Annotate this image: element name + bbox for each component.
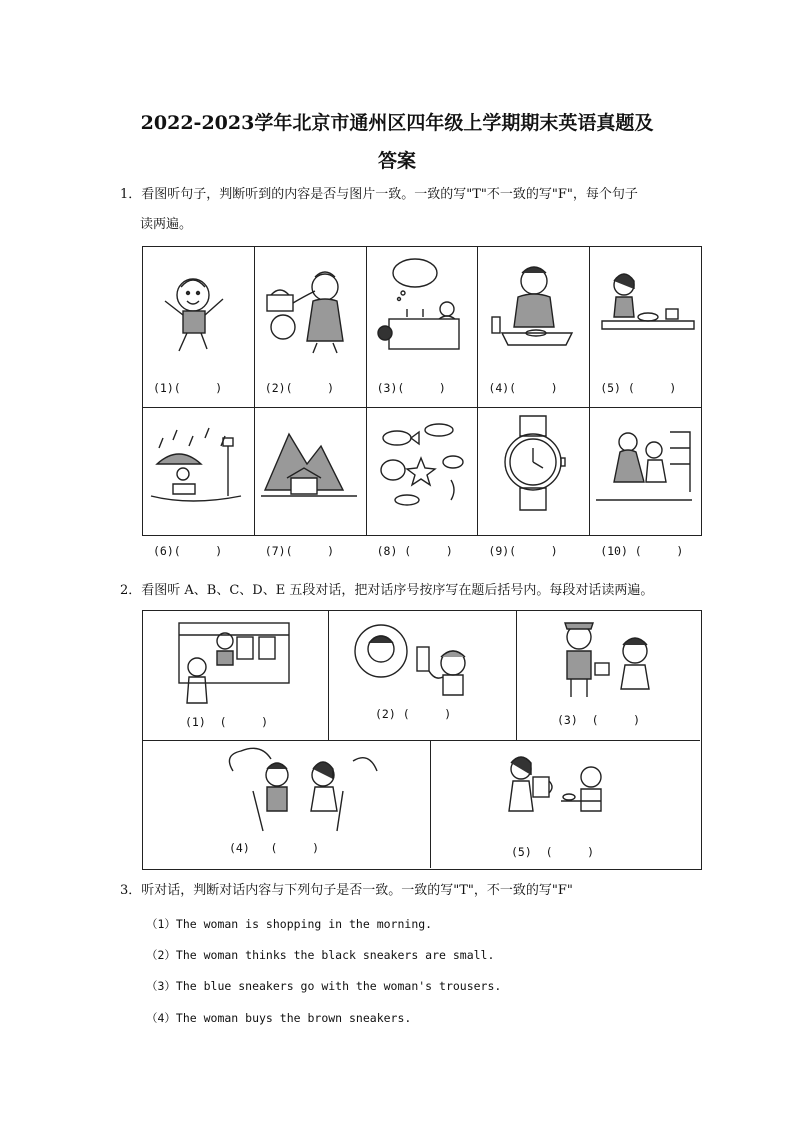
- section2-instruction: 2．看图听 A、B、C、D、E 五段对话，把对话序号按序写在题后括号内。每段对话读两遍。: [120, 583, 654, 598]
- picture-cell: [254, 408, 366, 558]
- statement-item: （4）The woman buys the brown sneakers.: [146, 1011, 412, 1025]
- restaurant-icon: [367, 247, 477, 387]
- answer-label: (4)( ): [488, 381, 558, 395]
- picture-cell: [431, 741, 700, 868]
- section3-instruction: 3．听对话，判断对话内容与下列句子是否一致。一致的写"T"，不一致的写"F": [120, 883, 573, 898]
- mountain-house-icon: [255, 408, 365, 518]
- answer-label: (4) ( ): [229, 841, 320, 855]
- post-office-icon: [143, 611, 323, 711]
- answer-label: (3) ( ): [557, 713, 641, 727]
- rainy-day-icon: [143, 408, 253, 518]
- answer-label: (5) ( ): [511, 845, 595, 859]
- picture-cell: [590, 247, 702, 408]
- picture-cell: [517, 611, 700, 741]
- phone-call-icon: [255, 247, 365, 387]
- picture-cell: [143, 247, 255, 408]
- phone-talk-icon: [329, 611, 514, 711]
- answer-label: (6)( ): [153, 544, 223, 558]
- picture-cell: [143, 741, 431, 868]
- watch-icon: [478, 408, 588, 518]
- picture-cell: [366, 408, 478, 558]
- giving-gift-icon: [517, 611, 697, 711]
- picture-cell: [254, 247, 366, 408]
- title-line-1: 2022-2023学年北京市通州区四年级上学期期末英语真题及: [140, 112, 654, 134]
- document-title: [90, 104, 704, 180]
- cooking-woman-icon: [590, 247, 700, 387]
- answer-label: (1) ( ): [185, 715, 269, 729]
- picture-cell: [478, 408, 590, 558]
- answer-label: (2) ( ): [375, 707, 452, 721]
- statement-item: （2）The woman thinks the black sneakers are small.: [146, 948, 495, 962]
- picture-cell: [329, 611, 517, 741]
- answer-label: (3)( ): [376, 381, 446, 395]
- statement-item: （3）The blue sneakers go with the woman's trousers.: [146, 979, 502, 993]
- tea-talk-icon: [431, 741, 691, 851]
- sea-animals-icon: [367, 408, 477, 518]
- answer-label: (1)( ): [153, 381, 223, 395]
- section1-picture-table: [142, 246, 702, 569]
- picture-cell: [366, 247, 478, 408]
- answer-label: (10) ( ): [600, 544, 684, 558]
- answer-label: (8) ( ): [376, 544, 453, 558]
- section2-picture-table: [142, 610, 702, 870]
- answer-label: (2)( ): [264, 381, 335, 395]
- instruction-line: 1．看图听句子，判断听到的内容是否与图片一致。一致的写"T"不一致的写"F"，每个句子: [120, 187, 638, 202]
- section1-instruction: [120, 180, 700, 240]
- answer-label: (5) ( ): [600, 381, 677, 395]
- helping-grandma-icon: [590, 408, 700, 518]
- happy-boy-icon: [143, 247, 253, 387]
- answer-label: (7)( ): [264, 544, 335, 558]
- title-line-2: 答案: [377, 150, 416, 172]
- sweeping-leaves-icon: [143, 741, 423, 851]
- instruction-line: 读两遍。: [140, 217, 193, 232]
- picture-cell: [478, 247, 590, 408]
- statement-item: （1）The woman is shopping in the morning.: [146, 917, 433, 931]
- picture-cell: [143, 611, 329, 741]
- eating-man-icon: [478, 247, 588, 387]
- picture-cell: [143, 408, 255, 558]
- picture-cell: [590, 408, 702, 558]
- answer-label: (9)( ): [488, 544, 558, 558]
